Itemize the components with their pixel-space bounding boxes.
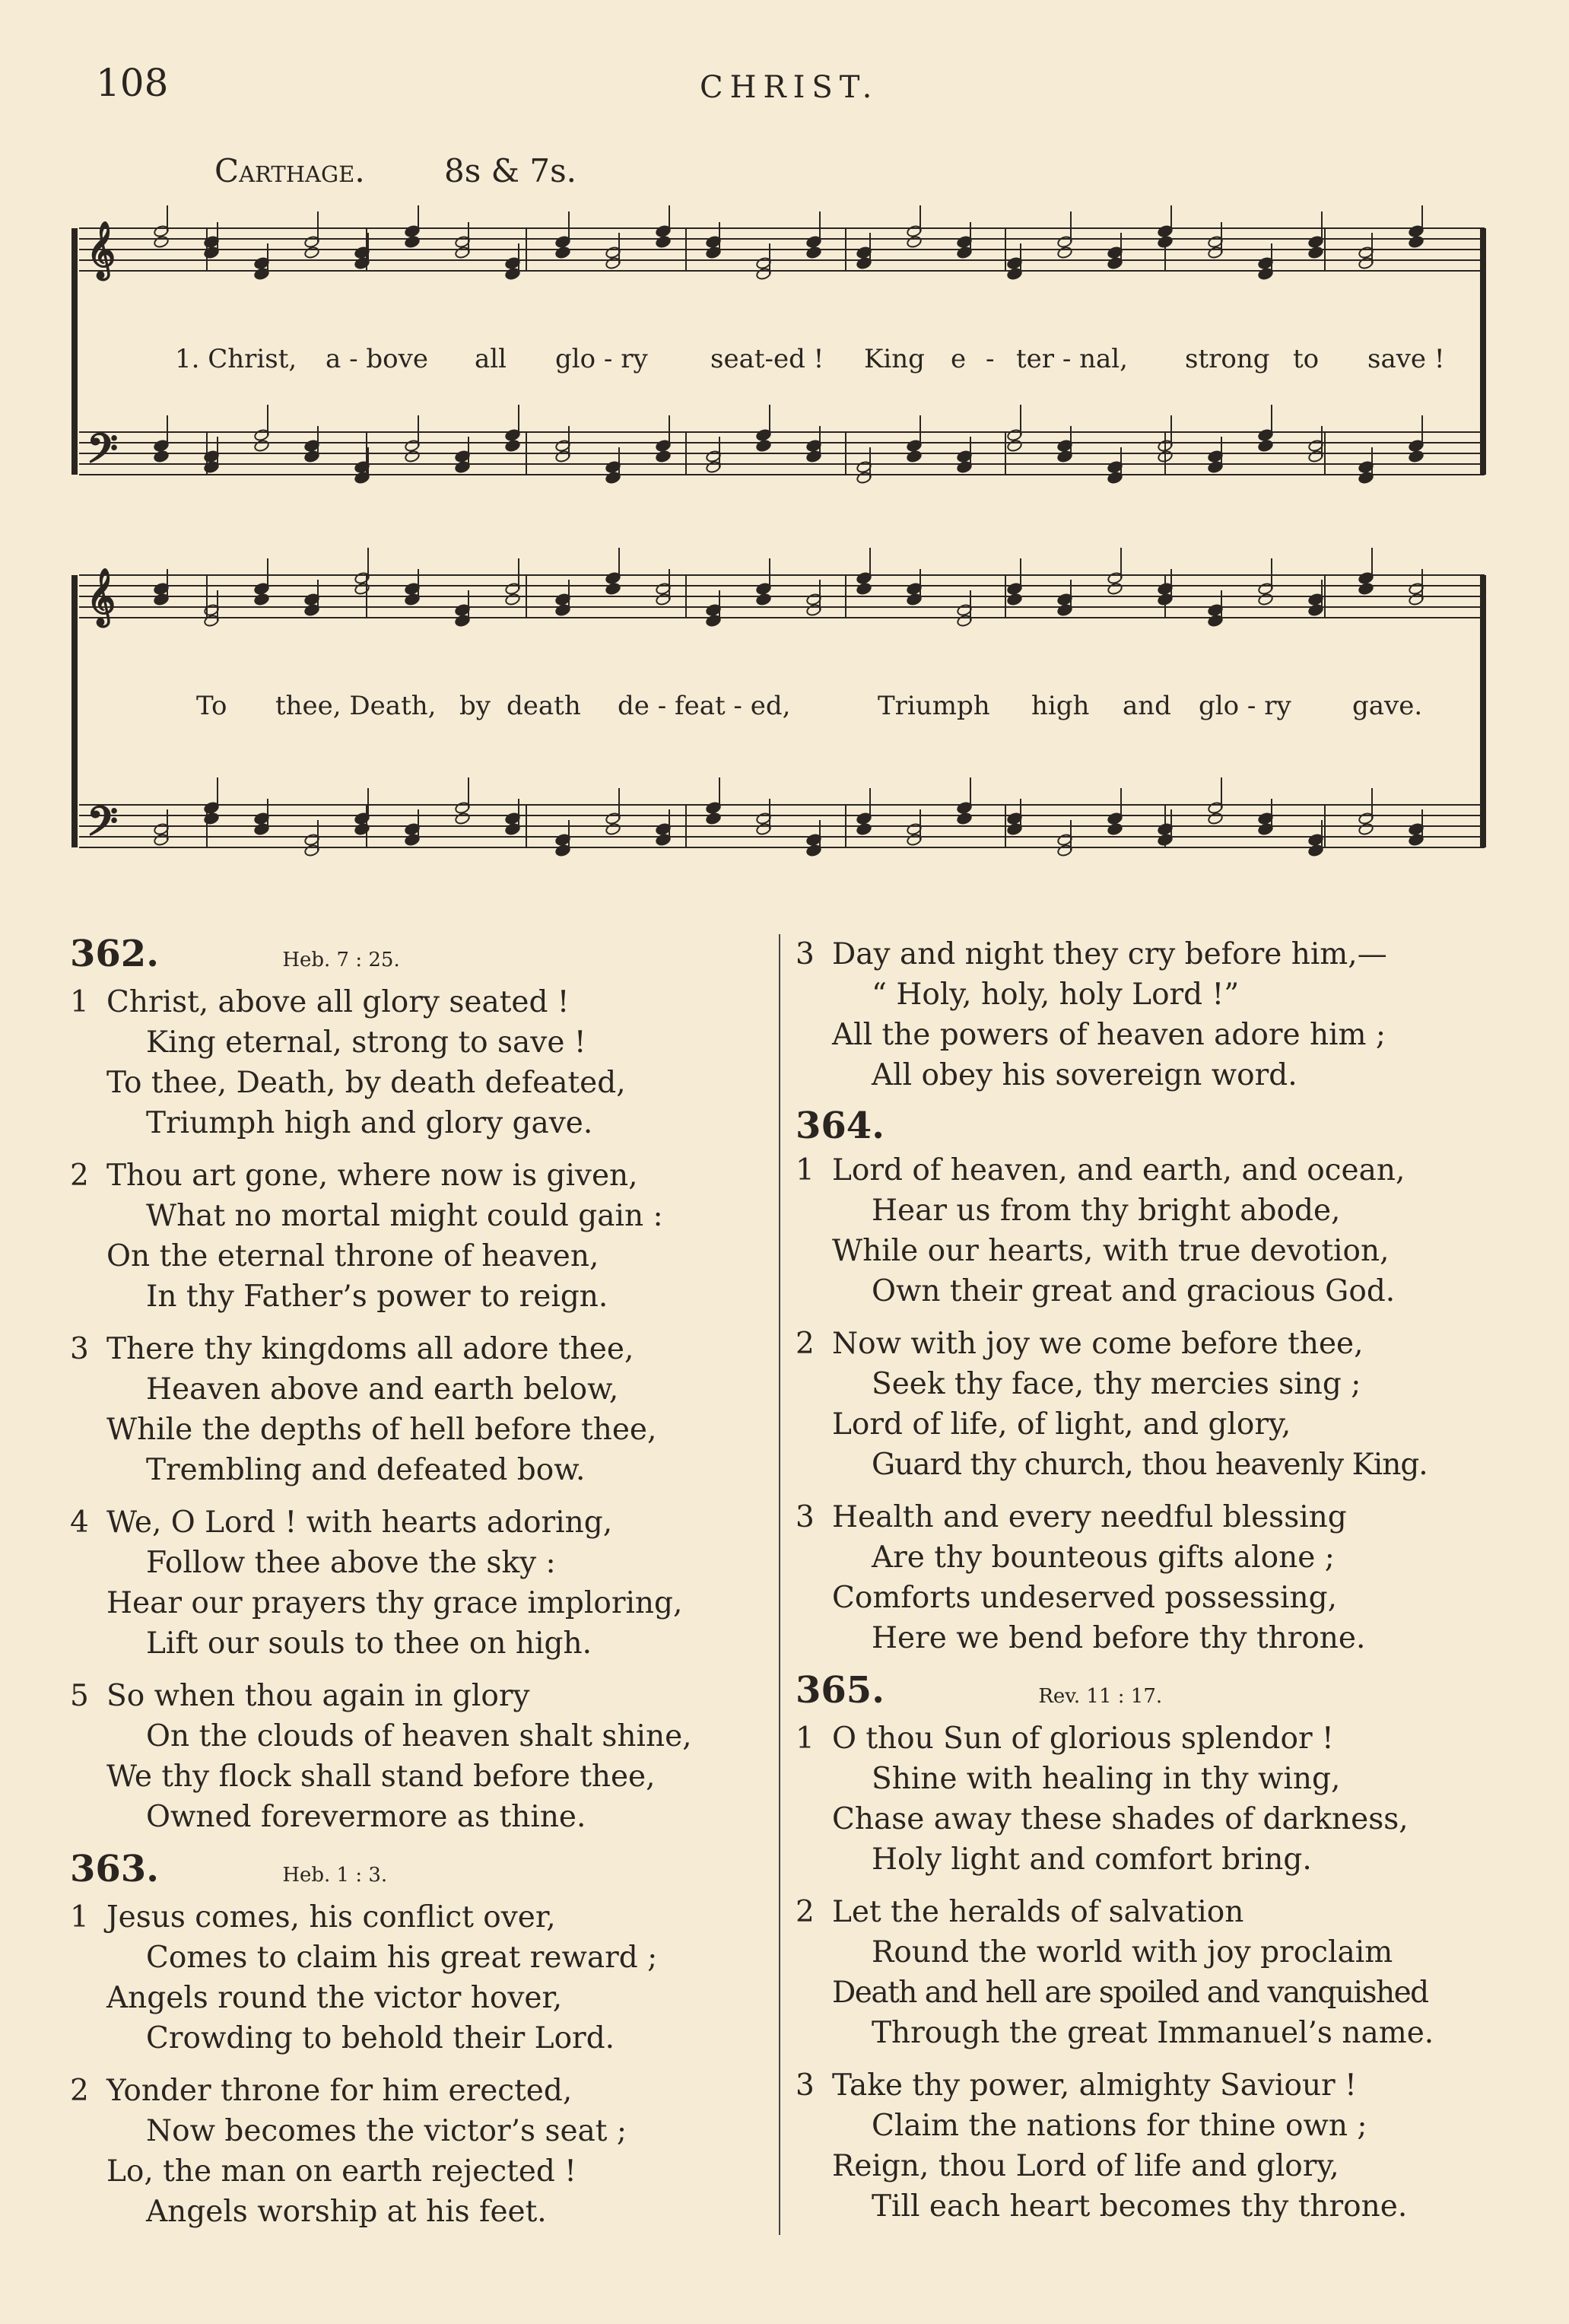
lyric-syllable: a - bove bbox=[326, 344, 428, 374]
scripture-ref: Heb. 1 : 3. bbox=[282, 1864, 388, 1887]
verse-line: Reign, thou Lord of life and glory, bbox=[832, 2149, 1339, 2183]
verse-line: Round the world with joy proclaim bbox=[872, 1935, 1393, 1970]
hymn-363 bbox=[70, 1849, 754, 2232]
verse-line: There thy kingdoms all adore thee, bbox=[106, 1332, 634, 1366]
verse-line: On the eternal throne of heaven, bbox=[106, 1239, 599, 1273]
verse-line: Comes to claim his great reward ; bbox=[146, 1941, 658, 1975]
note-head bbox=[454, 812, 470, 825]
verse bbox=[796, 1892, 1526, 2053]
verse-line: O thou Sun of glorious splendor ! bbox=[832, 1722, 1334, 1756]
verse-line: Lord of heaven, and earth, and ocean, bbox=[832, 1153, 1405, 1187]
note-head bbox=[1107, 822, 1123, 835]
note-head bbox=[404, 235, 420, 248]
verse-line: Lord of life, of light, and glory, bbox=[832, 1407, 1291, 1442]
note-head bbox=[705, 812, 721, 825]
note-head bbox=[253, 593, 269, 606]
verse-line: “ Holy, holy, holy Lord !” bbox=[872, 978, 1240, 1012]
note-head bbox=[1408, 450, 1424, 463]
lyric-syllable: de - feat - ed, bbox=[618, 691, 791, 721]
lyric-syllable: all bbox=[475, 344, 507, 374]
notes bbox=[87, 205, 1424, 857]
lyric-syllable: death bbox=[507, 691, 581, 721]
lyric-syllable: thee, Death, bbox=[275, 691, 437, 721]
note-head bbox=[856, 822, 872, 835]
verse-number: 3 bbox=[796, 2068, 815, 2103]
treble-clef: 𝄞 bbox=[87, 569, 116, 625]
note-head bbox=[1358, 822, 1374, 835]
verse-number: 3 bbox=[70, 1332, 89, 1366]
note-head bbox=[655, 235, 671, 248]
note-head bbox=[153, 450, 169, 463]
verse-number: 1 bbox=[70, 985, 89, 1019]
verse-line: Let the heralds of salvation bbox=[832, 1895, 1244, 1929]
verse-line: Owned forevermore as thine. bbox=[146, 1800, 586, 1834]
verse-number: 2 bbox=[70, 2074, 89, 2108]
note-head bbox=[1257, 593, 1273, 606]
verse-number: 5 bbox=[70, 1679, 89, 1713]
verse-line: Heaven above and earth below, bbox=[146, 1372, 619, 1407]
note-head bbox=[303, 246, 319, 259]
note-head bbox=[605, 582, 621, 595]
verse-line: Seek thy face, thy mercies sing ; bbox=[872, 1367, 1361, 1401]
column-divider bbox=[779, 934, 780, 2235]
verse-line: Claim the nations for thine own ; bbox=[872, 2109, 1367, 2143]
verse-line: Holy light and comfort bring. bbox=[872, 1842, 1312, 1877]
verse-line: So when thou again in glory bbox=[106, 1679, 530, 1713]
verse-line: Own their great and gracious God. bbox=[872, 1274, 1396, 1308]
note-head bbox=[906, 450, 922, 463]
verse bbox=[70, 1676, 754, 1837]
verse-line: Now becomes the victor’s seat ; bbox=[146, 2114, 627, 2148]
lyric-syllable: by bbox=[459, 691, 491, 721]
lyric-syllable: glo - ry bbox=[555, 344, 648, 374]
verse-number: 4 bbox=[70, 1505, 89, 1540]
treble-clef: 𝄞 bbox=[87, 222, 116, 278]
verse-line: Guard thy church, thou heavenly King. bbox=[872, 1448, 1428, 1482]
verse-line: Yonder throne for him erected, bbox=[106, 2074, 573, 2108]
verse-line: Chase away these shades of darkness, bbox=[832, 1802, 1409, 1836]
note-head bbox=[404, 450, 420, 463]
note-head bbox=[1358, 582, 1374, 595]
lyric-syllable: seat-ed ! bbox=[710, 344, 824, 374]
verse-line: In thy Father’s power to reign. bbox=[146, 1280, 608, 1314]
verse-line: Here we bend before thy throne. bbox=[872, 1621, 1366, 1655]
verse-line: Lift our souls to thee on high. bbox=[146, 1626, 592, 1661]
verse bbox=[796, 1324, 1526, 1485]
music-score bbox=[70, 205, 1500, 890]
verse-line: Crowding to behold their Lord. bbox=[146, 2021, 615, 2055]
verse bbox=[796, 934, 1526, 1095]
lyric-syllable: glo - ry bbox=[1199, 691, 1291, 721]
lyric-syllable: and bbox=[1123, 691, 1171, 721]
bass-clef: 𝄢 bbox=[87, 799, 119, 855]
verse-number: 1 bbox=[796, 1722, 815, 1756]
note-head bbox=[655, 450, 671, 463]
lyric-syllable: 1. Christ, bbox=[175, 344, 297, 374]
note-head bbox=[504, 439, 520, 452]
note-head bbox=[1107, 582, 1123, 595]
final-barline bbox=[1480, 228, 1486, 475]
verse-line: Jesus comes, his conflict over, bbox=[106, 1900, 556, 1935]
final-barline bbox=[1480, 575, 1486, 847]
note-head bbox=[1207, 812, 1223, 825]
lyric-syllable: ter - nal, bbox=[1016, 344, 1128, 374]
note-head bbox=[504, 593, 520, 606]
tune-name: Carthage. bbox=[214, 152, 365, 189]
note-head bbox=[906, 235, 922, 248]
verse-line: Christ, above all glory seated ! bbox=[106, 985, 570, 1019]
note-head bbox=[805, 246, 821, 259]
verse-line: Comforts undeserved possessing, bbox=[832, 1581, 1337, 1615]
verse bbox=[70, 1897, 754, 2059]
verse-line: Are thy bounteous gifts alone ; bbox=[872, 1540, 1335, 1575]
note-head bbox=[956, 812, 972, 825]
note-head bbox=[153, 235, 169, 248]
verse-line: Take thy power, almighty Saviour ! bbox=[832, 2068, 1357, 2103]
verse-line: We thy flock shall stand before thee, bbox=[106, 1760, 656, 1794]
lyric-syllable: strong bbox=[1185, 344, 1270, 374]
verse-number: 1 bbox=[796, 1153, 815, 1187]
lyric-syllable: - bbox=[986, 344, 995, 374]
verse bbox=[70, 982, 754, 1143]
left-column bbox=[70, 934, 754, 2232]
staff-lines bbox=[79, 228, 1485, 847]
verse bbox=[70, 1502, 754, 1664]
bass-clef: 𝄢 bbox=[87, 426, 119, 482]
lyric-syllable: gave. bbox=[1352, 691, 1423, 721]
verse bbox=[70, 1156, 754, 1317]
verse-line: Through the great Immanuel’s name. bbox=[872, 2016, 1434, 2050]
verse-number: 2 bbox=[796, 1327, 815, 1361]
lyric-syllable: King bbox=[864, 344, 925, 374]
note-head bbox=[1056, 246, 1072, 259]
verse-number: 2 bbox=[796, 1895, 815, 1929]
note-head bbox=[605, 822, 621, 835]
note-head bbox=[1257, 439, 1273, 452]
verse bbox=[796, 2065, 1526, 2227]
verse-line: Trembling and defeated bow. bbox=[146, 1453, 586, 1487]
scripture-ref: Rev. 11 : 17. bbox=[1038, 1685, 1163, 1708]
note-head bbox=[755, 439, 771, 452]
system-bracket bbox=[71, 228, 78, 475]
verse bbox=[70, 2071, 754, 2232]
verse bbox=[796, 1497, 1526, 1658]
note-head bbox=[1006, 439, 1022, 452]
verse-line: All obey his sovereign word. bbox=[872, 1058, 1297, 1092]
note-head bbox=[1408, 235, 1424, 248]
verse-line: We, O Lord ! with hearts adoring, bbox=[106, 1505, 613, 1540]
verse-number: 3 bbox=[796, 1500, 815, 1534]
right-column bbox=[796, 934, 1526, 2227]
lyric-syllable: to bbox=[1293, 344, 1320, 374]
verse-line: On the clouds of heaven shalt shine, bbox=[146, 1719, 692, 1753]
verse-line: Day and night they cry before him,— bbox=[832, 937, 1387, 971]
note-head bbox=[856, 582, 872, 595]
hymn-365 bbox=[796, 1671, 1526, 2227]
verse-line: Thou art gone, where now is given, bbox=[106, 1159, 638, 1193]
hymn-number: 362. bbox=[70, 933, 159, 975]
verse-line: Angels worship at his feet. bbox=[146, 2195, 547, 2229]
hymn-362 bbox=[70, 934, 754, 1837]
verse-number: 3 bbox=[796, 937, 815, 971]
note-head bbox=[1307, 246, 1323, 259]
note-head bbox=[554, 246, 570, 259]
note-head bbox=[354, 822, 370, 835]
note-head bbox=[354, 582, 370, 595]
verse-line: To thee, Death, by death defeated, bbox=[106, 1066, 626, 1100]
verse bbox=[70, 1329, 754, 1490]
verse-number: 2 bbox=[70, 1159, 89, 1193]
verse-line: Now with joy we come before thee, bbox=[832, 1327, 1364, 1361]
verse bbox=[796, 1150, 1526, 1311]
verse-line: Angels round the victor hover, bbox=[106, 1981, 563, 2015]
verse-line: All the powers of heaven adore him ; bbox=[832, 1018, 1386, 1052]
lyric-syllable: save ! bbox=[1367, 344, 1445, 374]
verse-line: Death and hell are spoiled and vanquished bbox=[832, 1976, 1428, 2010]
tune-meter: 8s & 7s. bbox=[444, 152, 576, 189]
scripture-ref: Heb. 7 : 25. bbox=[282, 949, 400, 971]
verse-number: 1 bbox=[70, 1900, 89, 1935]
lyric-syllable: e bbox=[951, 344, 967, 374]
running-head: CHRIST. bbox=[700, 70, 879, 105]
verse-line: Lo, the man on earth rejected ! bbox=[106, 2154, 576, 2189]
verse-line: Triumph high and glory gave. bbox=[146, 1106, 593, 1140]
verse bbox=[796, 1718, 1526, 1880]
note-head bbox=[1157, 235, 1173, 248]
note-head bbox=[755, 593, 771, 606]
verse-line: While the depths of hell before thee, bbox=[106, 1413, 657, 1447]
system-braces bbox=[71, 228, 1486, 847]
verse-line: Shine with healing in thy wing, bbox=[872, 1762, 1341, 1796]
verse-line: Hear us from thy bright abode, bbox=[872, 1194, 1341, 1228]
verse-line: What no mortal might could gain : bbox=[146, 1199, 663, 1233]
hymn-364 bbox=[796, 1106, 1526, 1658]
note-head bbox=[253, 439, 269, 452]
note-head bbox=[1006, 593, 1022, 606]
verse-line: Health and every needful blessing bbox=[832, 1500, 1347, 1534]
verse-line: Hear our prayers thy grace imploring, bbox=[106, 1586, 683, 1620]
hymn-number: 364. bbox=[796, 1105, 885, 1147]
verse-line: King eternal, strong to save ! bbox=[146, 1025, 586, 1060]
system-bracket bbox=[71, 575, 78, 847]
verse-line: While our hearts, with true devotion, bbox=[832, 1234, 1390, 1268]
page-number: 108 bbox=[96, 61, 169, 105]
hymn-number: 365. bbox=[796, 1669, 885, 1712]
note-head bbox=[203, 812, 219, 825]
verse-line: Till each heart becomes thy throne. bbox=[872, 2189, 1408, 2224]
lyric-syllable: To bbox=[196, 691, 227, 721]
hymn-number: 363. bbox=[70, 1848, 159, 1890]
lyric-syllable: Triumph bbox=[878, 691, 990, 721]
lyric-syllable: high bbox=[1031, 691, 1090, 721]
verse-line: Follow thee above the sky : bbox=[146, 1546, 556, 1580]
